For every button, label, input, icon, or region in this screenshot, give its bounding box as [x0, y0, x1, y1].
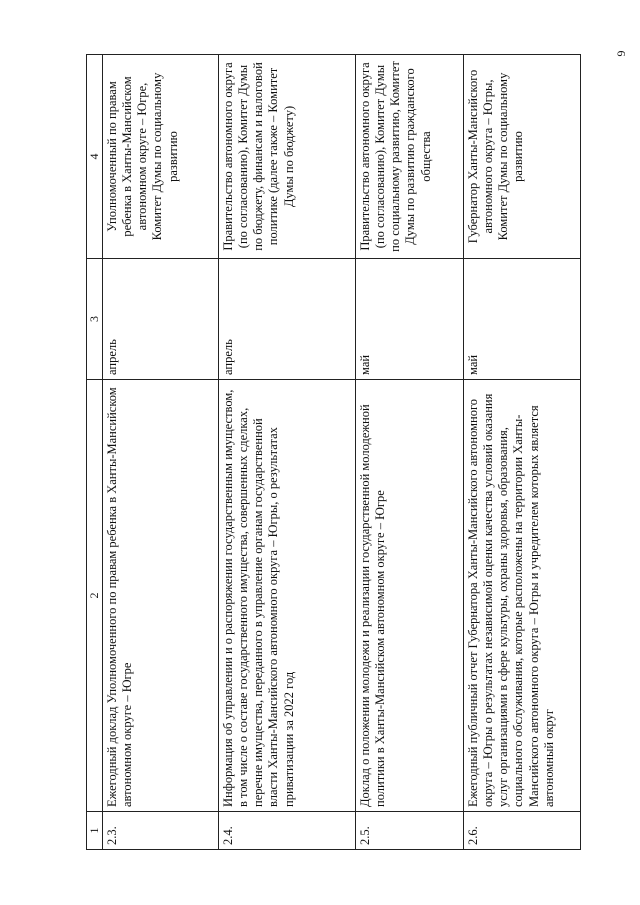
rotated-page-content: [86, 55, 556, 850]
item-number: 2.4.: [218, 812, 355, 850]
table-row: [463, 55, 580, 850]
table-row: [218, 55, 355, 850]
item-number: 2.3.: [102, 812, 218, 850]
item-description: Информация об управлении и о распоряжении государственным имуществом, в том числе о составе государственного имущества, совершенных сделках, перечне имущества, переданного в управление органам государственной власти Ханты-Мансийского автономного округа – Югры, о результатах приватизации за 2022 год: [218, 380, 355, 812]
agenda-table: [86, 54, 581, 850]
item-month: апрель: [218, 259, 355, 380]
column-header: 1: [87, 812, 103, 850]
item-responsible: Уполномоченный по правам ребенка в Ханты-Мансийском автономном округе – Югре, Комитет Думы по социальному развитию: [102, 55, 218, 259]
table-row: [355, 55, 463, 850]
item-responsible: Губернатор Ханты-Мансийского автономного округа – Югры, Комитет Думы по социальному развитию: [463, 55, 580, 259]
item-month: май: [463, 259, 580, 380]
column-header: 4: [87, 55, 103, 259]
table-row: [102, 55, 218, 850]
item-responsible: Правительство автономного округа (по согласованию), Комитет Думы по бюджету, финансам и налоговой политике (далее также – Комитет Думы по бюджету): [218, 55, 355, 259]
item-description: Ежегодный публичный отчет Губернатора Ханты-Мансийского автономного округа – Югры о результатах независимой оценки качества условий оказания услуг организациями в сфере культуры, охраны здоровья, образования, социального обслуживания, которые расположены на территории Ханты-Мансийского автономного округа – Югры и учредителем которых является автономный округ: [463, 380, 580, 812]
page-number: 6: [614, 50, 629, 57]
item-month: май: [355, 259, 463, 380]
item-month: апрель: [102, 259, 218, 380]
item-number: 2.5.: [355, 812, 463, 850]
item-description: Ежегодный доклад Уполномоченного по правам ребенка в Ханты-Мансийском автономном округе – Югре: [102, 380, 218, 812]
column-header: 3: [87, 259, 103, 380]
item-responsible: Правительство автономного округа (по согласованию), Комитет Думы по социальному развитию, Комитет Думы по развитию гражданского общества: [355, 55, 463, 259]
table-header-row: [87, 55, 103, 850]
column-header: 2: [87, 380, 103, 812]
item-description: Доклад о положении молодежи и реализации государственной молодежной политики в Ханты-Мансийском автономном округе – Югре: [355, 380, 463, 812]
item-number: 2.6.: [463, 812, 580, 850]
